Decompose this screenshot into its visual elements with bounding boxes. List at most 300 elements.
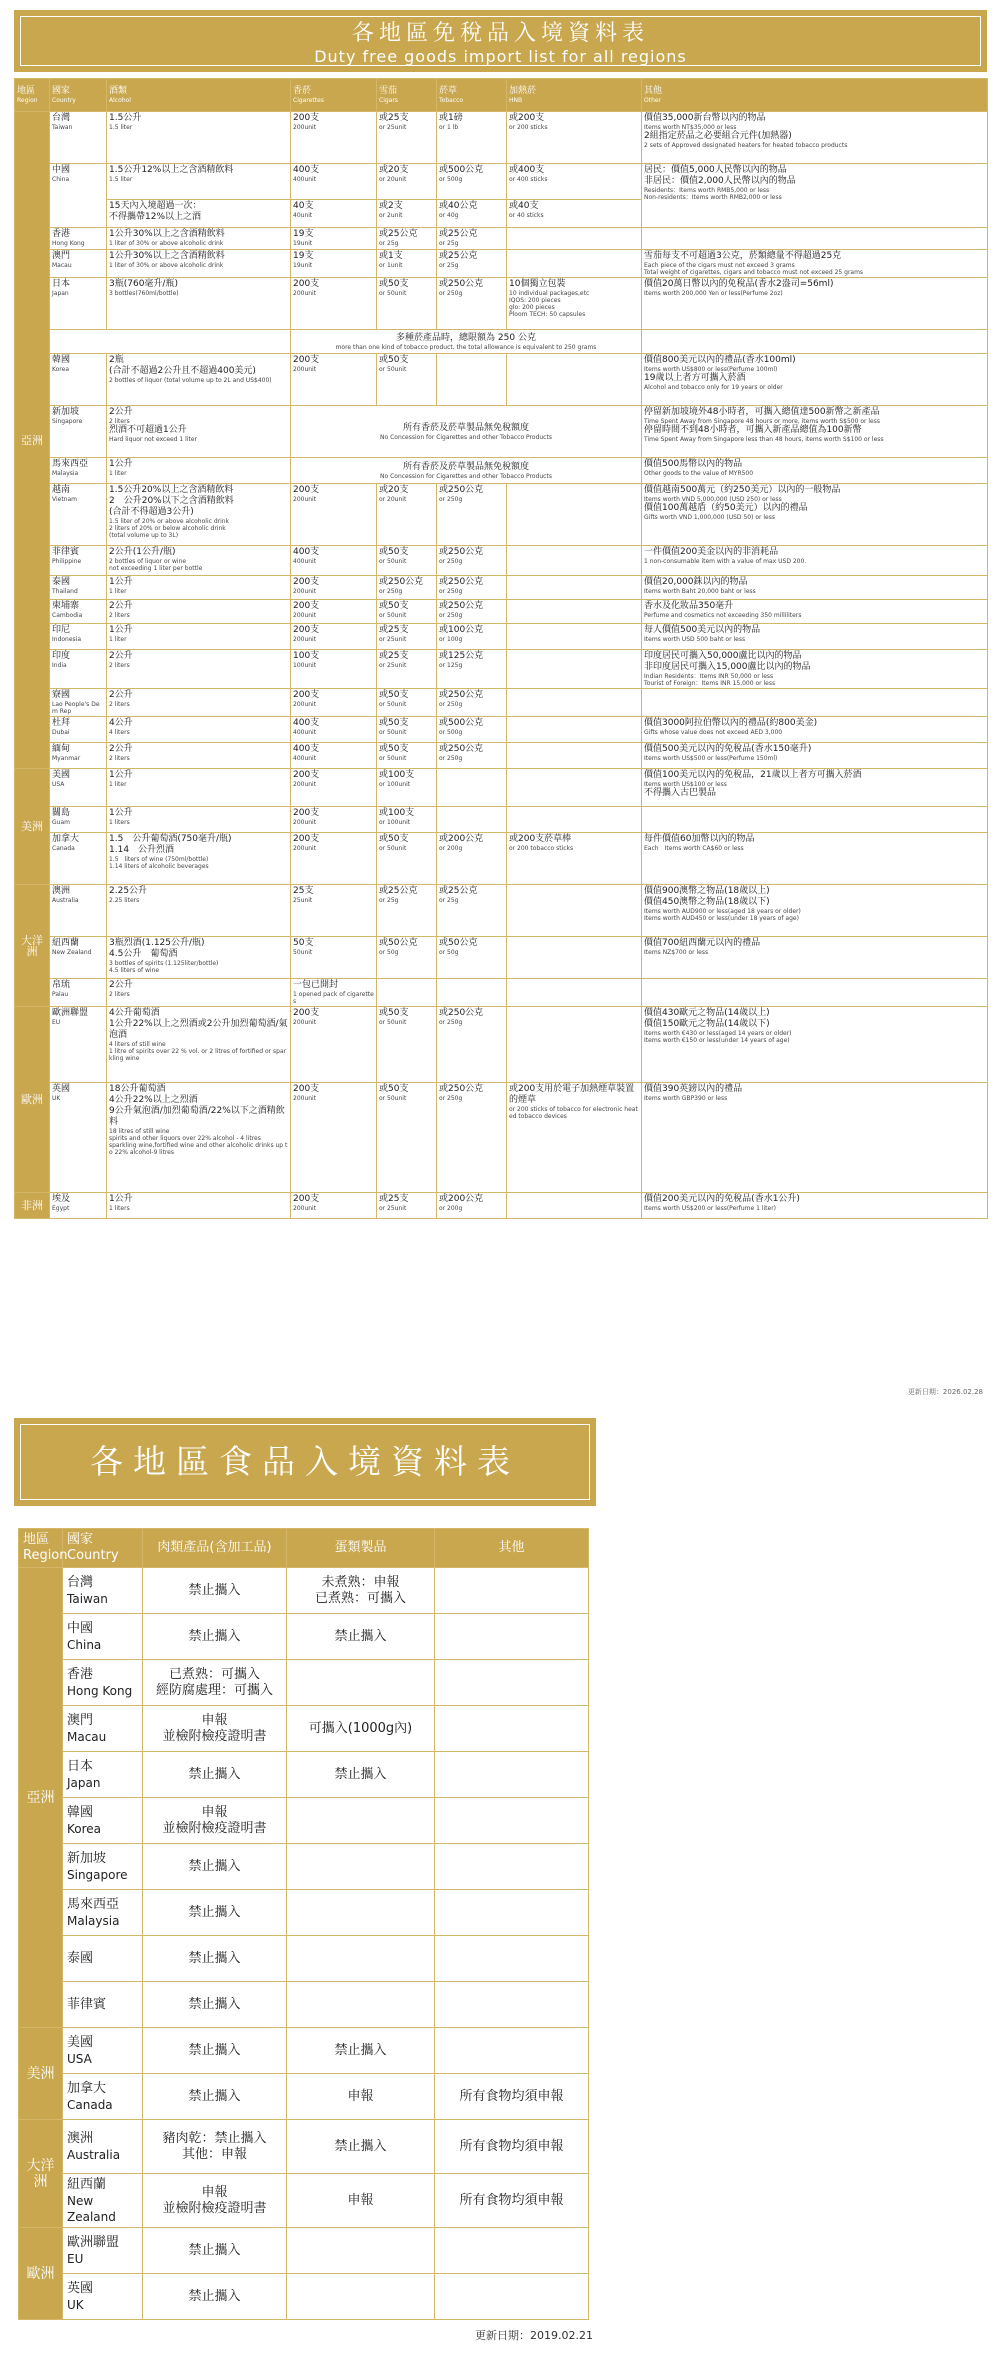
country-cn: 泰國 (67, 1950, 94, 1966)
cell-line: 英國 (52, 1084, 71, 1094)
cell-line: 或25公克 (379, 886, 418, 896)
cell-line: or 50unit (379, 558, 407, 565)
duty-free-row (15, 1193, 988, 1219)
cigarettes-cell (291, 200, 377, 228)
cigars-cell (377, 624, 437, 650)
cigarettes-cell (291, 937, 377, 979)
country-cn: 澳洲 (67, 2130, 94, 2146)
other-cell (642, 354, 988, 406)
cell-line: 9公升氣泡酒/加烈葡萄酒/22%以下之酒精飲料 (109, 1106, 285, 1127)
cell-line: Philippine (52, 558, 82, 565)
cell-line: 1 non-consumable item with a value of max USD 200. (644, 558, 807, 565)
cigars-cell (377, 576, 437, 600)
food-meat-cell (143, 2120, 287, 2174)
country-cell (50, 250, 107, 278)
cell-line: 2 liters (109, 991, 130, 998)
cell-line: Guam (52, 819, 70, 826)
alcohol-cell (107, 484, 291, 546)
cell-line: 禁止攜入 (334, 1628, 387, 1644)
tobacco-cell (437, 689, 507, 717)
cell-line: 禁止攜入 (188, 2088, 241, 2104)
tobacco-cell (437, 546, 507, 576)
cigars-cell (377, 484, 437, 546)
cigars-cell (377, 200, 437, 228)
food-other-cell (435, 1752, 589, 1798)
cell-line: 1公升30%以上之含酒精飲料 (109, 251, 225, 261)
food-row (19, 1660, 589, 1706)
cell-line: 400unit (293, 176, 317, 183)
food-header-region: 地區 Region (19, 1529, 63, 1568)
country-en: Malaysia (67, 1913, 120, 1928)
cell-line: 香水及化妝品350毫升 (644, 601, 734, 611)
other-cell (642, 833, 988, 885)
food-country-cell (63, 1660, 143, 1706)
cell-line: (合計不得超過3公升) (109, 507, 194, 517)
cell-line: 或200支用於電子加熱煙草裝置的煙草 (509, 1084, 635, 1105)
food-meat-cell (143, 1936, 287, 1982)
cell-line: 25支 (293, 886, 314, 896)
food-other-cell (435, 1706, 589, 1752)
cell-line: 200支 (293, 690, 320, 700)
other-cell (642, 112, 988, 164)
cell-line: 或250公克 (439, 547, 484, 557)
cell-line: 200unit (293, 496, 317, 503)
cell-line: 價值100萬越盾（約50美元）以內的禮品 (644, 503, 808, 513)
alcohol-cell (107, 354, 291, 406)
cell-line: 價值900澳幣之物品(18歲以上) (644, 886, 770, 896)
cell-line: or 100g (439, 636, 463, 643)
country-cn: 歐洲聯盟 (67, 2234, 120, 2250)
tobacco-cell (437, 979, 507, 1007)
duty-free-row (15, 979, 988, 1007)
country-en: China (67, 1637, 102, 1652)
food-row (19, 2274, 589, 2320)
cell-line: 1 liters (109, 1205, 130, 1212)
cell-line: 或50支 (379, 1084, 409, 1094)
cell-line: 400支 (293, 744, 320, 754)
cell-line: 豬肉乾：禁止攜入 (162, 2130, 267, 2146)
cell-line: or 25g (379, 897, 399, 904)
cell-line: 1公升 (109, 577, 133, 587)
cell-line: 泰國 (52, 577, 71, 587)
country-cell (50, 1193, 107, 1219)
food-region-cell-asia: 亞洲 (19, 1568, 63, 2028)
cell-line: 10個獨立包裝 (509, 279, 566, 289)
duty-free-row (15, 885, 988, 937)
cell-line: 400支 (293, 165, 320, 175)
food-egg-cell (287, 1660, 435, 1706)
tobacco-cell (437, 112, 507, 164)
food-country-cell (63, 2228, 143, 2274)
cell-line: or 25unit (379, 1205, 407, 1212)
cell-line: or 50unit (379, 1095, 407, 1102)
food-country-cell (63, 1706, 143, 1752)
cell-line: 1 liters (109, 819, 130, 826)
cell-line: 停留時間不到48小時者，可攜入新產品總值為100新幣 (644, 425, 862, 435)
food-title: 各地區食品入境資料表 (20, 1424, 590, 1500)
cell-line: 1 litre of spirits over 22 % vol. or 2 litres of fortified or sparkling wine (109, 1048, 287, 1062)
cell-line: 申報 (201, 1804, 228, 1820)
cell-line: Total weight of cigarettes, cigars and tobacco must not exceed 25 grams (644, 269, 864, 276)
cell-line: 或20支 (379, 485, 409, 495)
food-row (19, 1614, 589, 1660)
cell-line: spirits and other liquors over 22% alcohol - 4 litres (109, 1135, 261, 1142)
tobacco-no-concession-cell (291, 458, 642, 484)
cell-line: 或250公克 (439, 1084, 484, 1094)
cell-line: 400支 (293, 718, 320, 728)
cell-line: Items worth GBP390 or less (644, 1095, 728, 1102)
region-cell-oceania: 大洋洲 (15, 885, 50, 1007)
other-cell (642, 885, 988, 937)
cell-line: 1.5 liter of 20% or above alcoholic drink (109, 518, 230, 525)
cell-line: 10 individual packages,etc (509, 290, 590, 297)
cell-line: 價值100美元以內的免稅品，21歲以上者方可攜入菸酒 (644, 770, 862, 780)
country-cn: 香港 (67, 1666, 94, 1682)
cell-line: 歐洲聯盟 (52, 1008, 89, 1018)
cell-line: or 25unit (379, 636, 407, 643)
cell-line: or 1 lb (439, 124, 459, 131)
alcohol-cell (107, 228, 291, 250)
hnb-cell (507, 278, 642, 330)
cell-line: Items worth US$500 or less(Perfume 150ml) (644, 755, 778, 762)
header-hnb: 加熱菸 HNB (507, 79, 642, 112)
other-cell (642, 1083, 988, 1193)
cell-line: or 50unit (379, 366, 407, 373)
duty-free-row (15, 689, 988, 717)
food-region-cell-europe: 歐洲 (19, 2228, 63, 2320)
alcohol-cell (107, 807, 291, 833)
cell-line: or 250g (439, 1019, 463, 1026)
cell-line: 或400支 (509, 165, 545, 175)
cell-line: or 50unit (379, 701, 407, 708)
cell-line: 所有食物均須申報 (459, 2088, 564, 2104)
cell-line: Items worth US$200 or less(Perfume 1 liter) (644, 1205, 777, 1212)
food-row (19, 1798, 589, 1844)
cell-line: 或250公克 (439, 1008, 484, 1018)
other-cell (642, 484, 988, 546)
food-egg-cell (287, 1568, 435, 1614)
cell-line: 台灣 (52, 113, 71, 123)
hnb-cell (507, 354, 642, 406)
cigars-cell (377, 250, 437, 278)
tobacco-cell (437, 650, 507, 689)
cell-line: 2 liters (109, 701, 130, 708)
other-cell (642, 979, 988, 1007)
cigarettes-cell (291, 717, 377, 743)
cell-line: or 500g (439, 729, 463, 736)
cell-line: Hong Kong (52, 240, 85, 247)
cell-line: Non-residents：Items worth RMB2,000 or less (644, 194, 782, 201)
country-cell (50, 833, 107, 885)
cell-line: 或250公克 (439, 690, 484, 700)
tobacco-cell (437, 164, 507, 200)
tobacco-cell (437, 717, 507, 743)
alcohol-cell (107, 650, 291, 689)
cell-line: 200unit (293, 781, 317, 788)
cell-line: 400支 (293, 547, 320, 557)
country-cell (50, 546, 107, 576)
note-empty-cell (50, 330, 291, 354)
cell-line: 雪茄每支不可超過3公克，菸類總量不得超過25克 (644, 251, 842, 261)
country-cell (50, 354, 107, 406)
cigarettes-cell (291, 650, 377, 689)
cell-line: Macau (52, 262, 72, 269)
cell-line: 2公升 (109, 690, 133, 700)
cell-line: 韓國 (52, 355, 71, 365)
food-meat-cell (143, 1660, 287, 1706)
cell-line: 200unit (293, 612, 317, 619)
cell-line: 200支 (293, 601, 320, 611)
tobacco-cell (437, 600, 507, 624)
food-other-cell (435, 1798, 589, 1844)
food-row (19, 1706, 589, 1752)
cell-line: 200支 (293, 1084, 320, 1094)
header-country: 國家 Country (50, 79, 107, 112)
cigarettes-cell (291, 278, 377, 330)
other-cell (642, 937, 988, 979)
country-cn: 菲律賓 (67, 1996, 107, 2012)
cell-line: 1 liter (109, 470, 127, 477)
cell-line: 1 liter of 30% or above alcoholic drink (109, 262, 224, 269)
cell-line: 烈酒不可超過1公升 (109, 425, 187, 435)
cell-line: or 250g (439, 755, 463, 762)
hnb-cell (507, 807, 642, 833)
food-row (19, 1752, 589, 1798)
cell-line: 澳洲 (52, 886, 71, 896)
cell-line: or 250g (379, 588, 403, 595)
cell-line: Indonesia (52, 636, 82, 643)
cell-line: 寮國 (52, 690, 71, 700)
cell-line: 禁止攜入 (188, 1858, 241, 1874)
tobacco-cell (437, 937, 507, 979)
cell-line: Items NZ$700 or less (644, 949, 709, 956)
food-meat-cell (143, 1982, 287, 2028)
cell-line: or 250g (439, 290, 463, 297)
cell-line: 或100支 (379, 770, 415, 780)
country-en: UK (67, 2297, 84, 2312)
cell-line: Egypt (52, 1205, 70, 1212)
header-other: 其他 Other (642, 79, 988, 112)
cell-line: 或500公克 (439, 165, 484, 175)
tobacco-cell (437, 743, 507, 769)
cigars-cell (377, 546, 437, 576)
alcohol-cell (107, 1007, 291, 1083)
cell-line: or 400 sticks (509, 176, 548, 183)
cell-line: 價值20,000銖以內的物品 (644, 577, 748, 587)
cell-line: 禁止攜入 (188, 1950, 241, 1966)
other-cell (642, 458, 988, 484)
food-egg-cell (287, 1706, 435, 1752)
region-cell-america: 美洲 (15, 769, 50, 885)
cigars-cell (377, 354, 437, 406)
cell-line: 或50支 (379, 601, 409, 611)
cigars-cell (377, 112, 437, 164)
other-cell (642, 624, 988, 650)
cell-line: 1公升 (109, 770, 133, 780)
cigarettes-cell (291, 689, 377, 717)
cell-line: 3 bottles(760ml/bottle) (109, 290, 179, 297)
cell-line: 居民：價值5,000人民幣以內的物品 (644, 165, 787, 175)
cigarettes-cell (291, 807, 377, 833)
cell-line: or 125g (439, 662, 463, 669)
duty-free-row (15, 1083, 988, 1193)
food-row (19, 2028, 589, 2074)
cell-line: 1 liter (109, 588, 127, 595)
hnb-cell (507, 833, 642, 885)
cell-line: Items worth Baht 20,000 baht or less (644, 588, 756, 595)
other-cell (642, 769, 988, 807)
cell-line: 價值200美元以內的免稅品(香水1公升) (644, 1194, 800, 1204)
cell-line: 18公升葡萄酒 (109, 1084, 166, 1094)
food-country-cell (63, 2074, 143, 2120)
duty-free-row (15, 937, 988, 979)
cell-line: Each piece of the cigars must not exceed 3 grams (644, 262, 795, 269)
cigarettes-cell (291, 624, 377, 650)
cell-line: 200支 (293, 355, 320, 365)
cell-line: Items worth 200,000 Yen or less(Perfume 2oz) (644, 290, 783, 297)
header-cigars: 雪茄 Cigars (377, 79, 437, 112)
cell-line: 禁止攜入 (188, 2288, 241, 2304)
duty-free-banner (14, 10, 987, 72)
cell-line: Malaysia (52, 470, 79, 477)
cell-line: 或40支 (509, 201, 539, 211)
cell-line: 價值500馬幣以內的物品 (644, 459, 743, 469)
country-cell (50, 600, 107, 624)
cigars-cell (377, 650, 437, 689)
food-other-cell (435, 2174, 589, 2228)
note-empty-cell (642, 330, 988, 354)
hnb-cell (507, 484, 642, 546)
country-cell (50, 278, 107, 330)
country-cell (50, 458, 107, 484)
tobacco-no-concession-cell (291, 406, 642, 458)
cell-line: or 50unit (379, 612, 407, 619)
country-en: Taiwan (67, 1591, 108, 1606)
cell-line: 中國 (52, 165, 71, 175)
other-cell (642, 164, 988, 228)
header-alcohol: 酒類 Alcohol (107, 79, 291, 112)
country-en: New Zealand (67, 2193, 116, 2224)
cell-line: 價值430歐元之物品(14歲以上) (644, 1008, 770, 1018)
cell-line: 申報 (347, 2192, 374, 2208)
cell-line: Canada (52, 845, 75, 852)
cell-line: 200支 (293, 1194, 320, 1204)
cell-line: or 2unit (379, 212, 403, 219)
cell-line: 19支 (293, 251, 314, 261)
alcohol-cell (107, 1193, 291, 1219)
cell-line: 緬甸 (52, 744, 71, 754)
country-en: Singapore (67, 1867, 128, 1882)
cell-line: Taiwan (52, 124, 73, 131)
country-cn: 美國 (67, 2034, 94, 2050)
cell-line: 19支 (293, 229, 314, 239)
cell-line: 申報 (347, 2088, 374, 2104)
country-cn: 日本 (67, 1758, 94, 1774)
country-en: Hong Kong (67, 1683, 133, 1698)
food-country-cell (63, 2274, 143, 2320)
food-egg-cell (287, 2174, 435, 2228)
duty-free-row (15, 250, 988, 278)
food-banner (14, 1418, 596, 1506)
duty-free-row (15, 546, 988, 576)
country-en: Korea (67, 1821, 102, 1836)
cell-line: 4公升 (109, 718, 133, 728)
cell-line: 4.5公升 葡萄酒 (109, 949, 178, 959)
cell-line: 1.14 liters of alcoholic beverages (109, 863, 209, 870)
cell-line: 4公升22%以上之烈酒 (109, 1095, 198, 1105)
country-en: Australia (67, 2147, 121, 2162)
food-egg-cell (287, 1752, 435, 1798)
cell-line: 2公升 (109, 407, 133, 417)
tobacco-cell (437, 484, 507, 546)
food-egg-cell (287, 1614, 435, 1660)
food-country-cell (63, 1982, 143, 2028)
cell-line: or 100unit (379, 781, 411, 788)
alcohol-cell (107, 600, 291, 624)
cell-line: or 250g (439, 588, 463, 595)
cell-line: 已煮熟：可攜入 (314, 1590, 406, 1606)
alcohol-cell (107, 1083, 291, 1193)
cell-line: 或50支 (379, 834, 409, 844)
food-header-other: 其他 (435, 1529, 589, 1568)
food-country-cell (63, 1614, 143, 1660)
cell-line: 所有香菸及菸草製品無免稅額度 (402, 461, 529, 472)
cigars-cell (377, 937, 437, 979)
cell-line: or 250g (439, 1095, 463, 1102)
food-row (19, 1568, 589, 1614)
cell-line: 並檢附檢疫證明書 (162, 1728, 267, 1744)
cell-line: 所有香菸及菸草製品無免稅額度 (402, 422, 529, 433)
cell-line: 或250公克 (439, 485, 484, 495)
region-cell-europe: 歐洲 (15, 1007, 50, 1193)
cell-line: 申報 (201, 1712, 228, 1728)
food-row (19, 1936, 589, 1982)
hnb-cell (507, 689, 642, 717)
cell-line: Vietnam (52, 496, 78, 503)
cell-line: 或250公克 (439, 577, 484, 587)
cell-line: India (52, 662, 67, 669)
cell-line: 或50支 (379, 690, 409, 700)
cell-line: or 250g (439, 701, 463, 708)
cell-line: 50unit (293, 949, 313, 956)
cell-line: 2 bottles of liquor (total volume up to 2L and US$400) (109, 377, 272, 384)
hnb-cell (507, 937, 642, 979)
cell-line: 2公升 (109, 651, 133, 661)
cigarettes-cell (291, 228, 377, 250)
alcohol-cell (107, 546, 291, 576)
country-cell (50, 624, 107, 650)
other-cell (642, 650, 988, 689)
food-country-cell (63, 1752, 143, 1798)
food-other-cell (435, 2120, 589, 2174)
cell-line: 杜拜 (52, 718, 71, 728)
food-meat-cell (143, 1844, 287, 1890)
alcohol-cell (107, 833, 291, 885)
country-cn: 紐西蘭 (67, 2176, 107, 2192)
other-cell (642, 1193, 988, 1219)
cell-line: 200支 (293, 279, 320, 289)
alcohol-cell (107, 937, 291, 979)
tobacco-cell (437, 278, 507, 330)
food-meat-cell (143, 1752, 287, 1798)
cell-line: Items worth VND 5,000,000 (USD 250) or less (644, 496, 782, 503)
cell-line: 柬埔寨 (52, 601, 80, 611)
cell-line: 200支 (293, 834, 320, 844)
cell-line: 200unit (293, 366, 317, 373)
cell-line: 未煮熟：申報 (321, 1574, 400, 1590)
food-meat-cell (143, 2274, 287, 2320)
cell-line: Items worth US$100 or less (644, 781, 727, 788)
